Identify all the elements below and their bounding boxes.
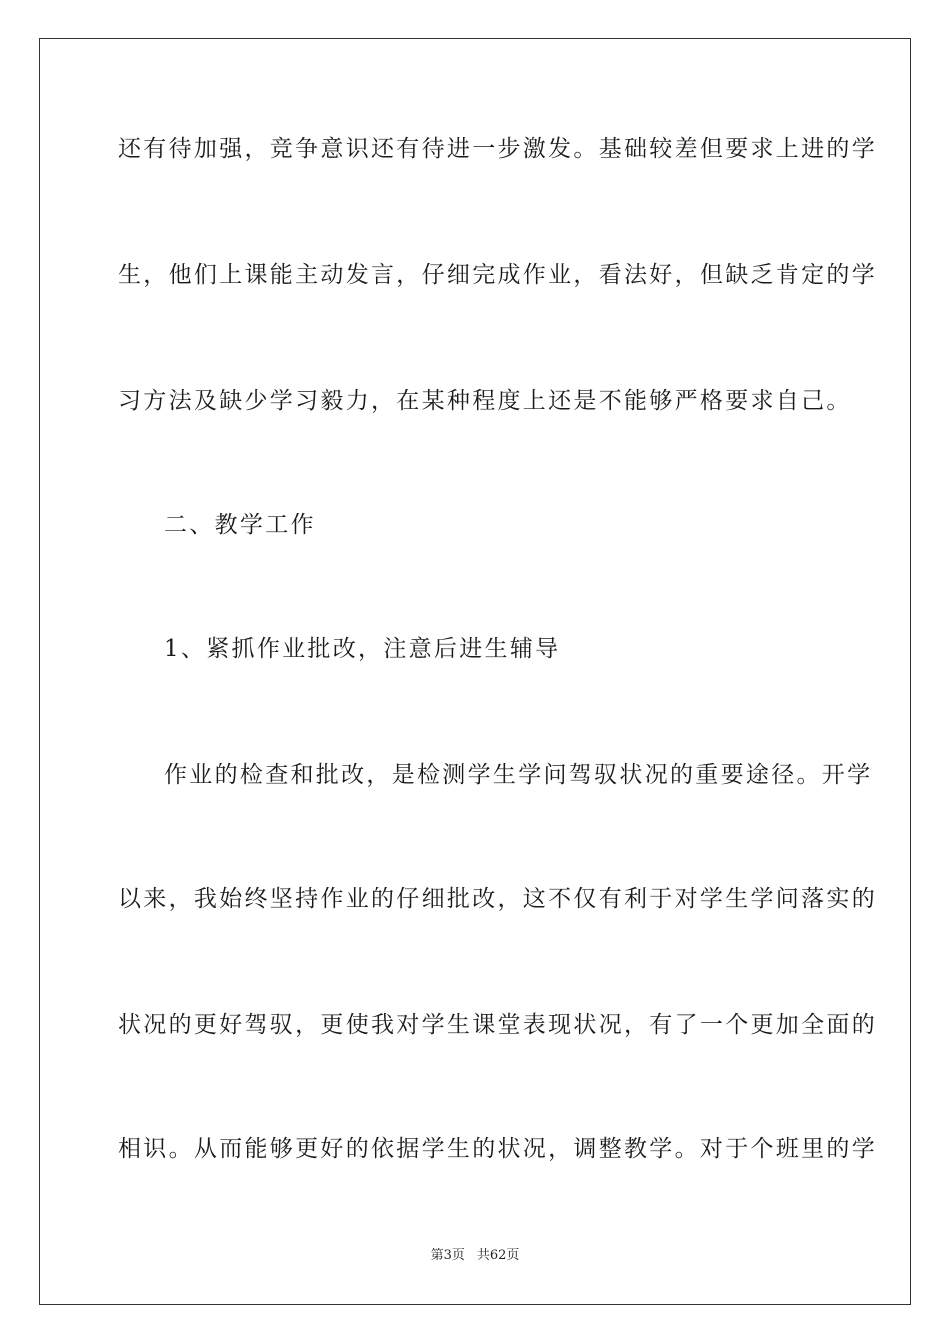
subsection-heading: 1、紧抓作业批改，注意后进生辅导: [164, 636, 561, 662]
page-frame: [39, 38, 911, 1305]
text-line: 习方法及缺少学习毅力，在某种程度上还是不能够严格要求自己。: [118, 388, 852, 414]
section-heading: 二、教学工作: [164, 512, 316, 538]
text-line: 相识。从而能够更好的依据学生的状况，调整教学。对于个班里的学: [118, 1136, 877, 1162]
page-total: 共62页: [476, 1248, 520, 1263]
text-line: 还有待加强，竞争意识还有待进一步激发。基础较差但要求上进的学: [118, 136, 877, 162]
text-line: 作业的检查和批改，是检测学生学问驾驭状况的重要途径。开学: [164, 762, 873, 788]
page-number: 第3页: [430, 1248, 465, 1263]
page-footer: [0, 1248, 950, 1264]
text-line: 状况的更好驾驭，更使我对学生课堂表现状况，有了一个更加全面的: [118, 1012, 877, 1038]
text-line: 以来，我始终坚持作业的仔细批改，这不仅有利于对学生学问落实的: [118, 886, 877, 912]
text-line: 生，他们上课能主动发言，仔细完成作业，看法好，但缺乏肯定的学: [118, 262, 877, 288]
